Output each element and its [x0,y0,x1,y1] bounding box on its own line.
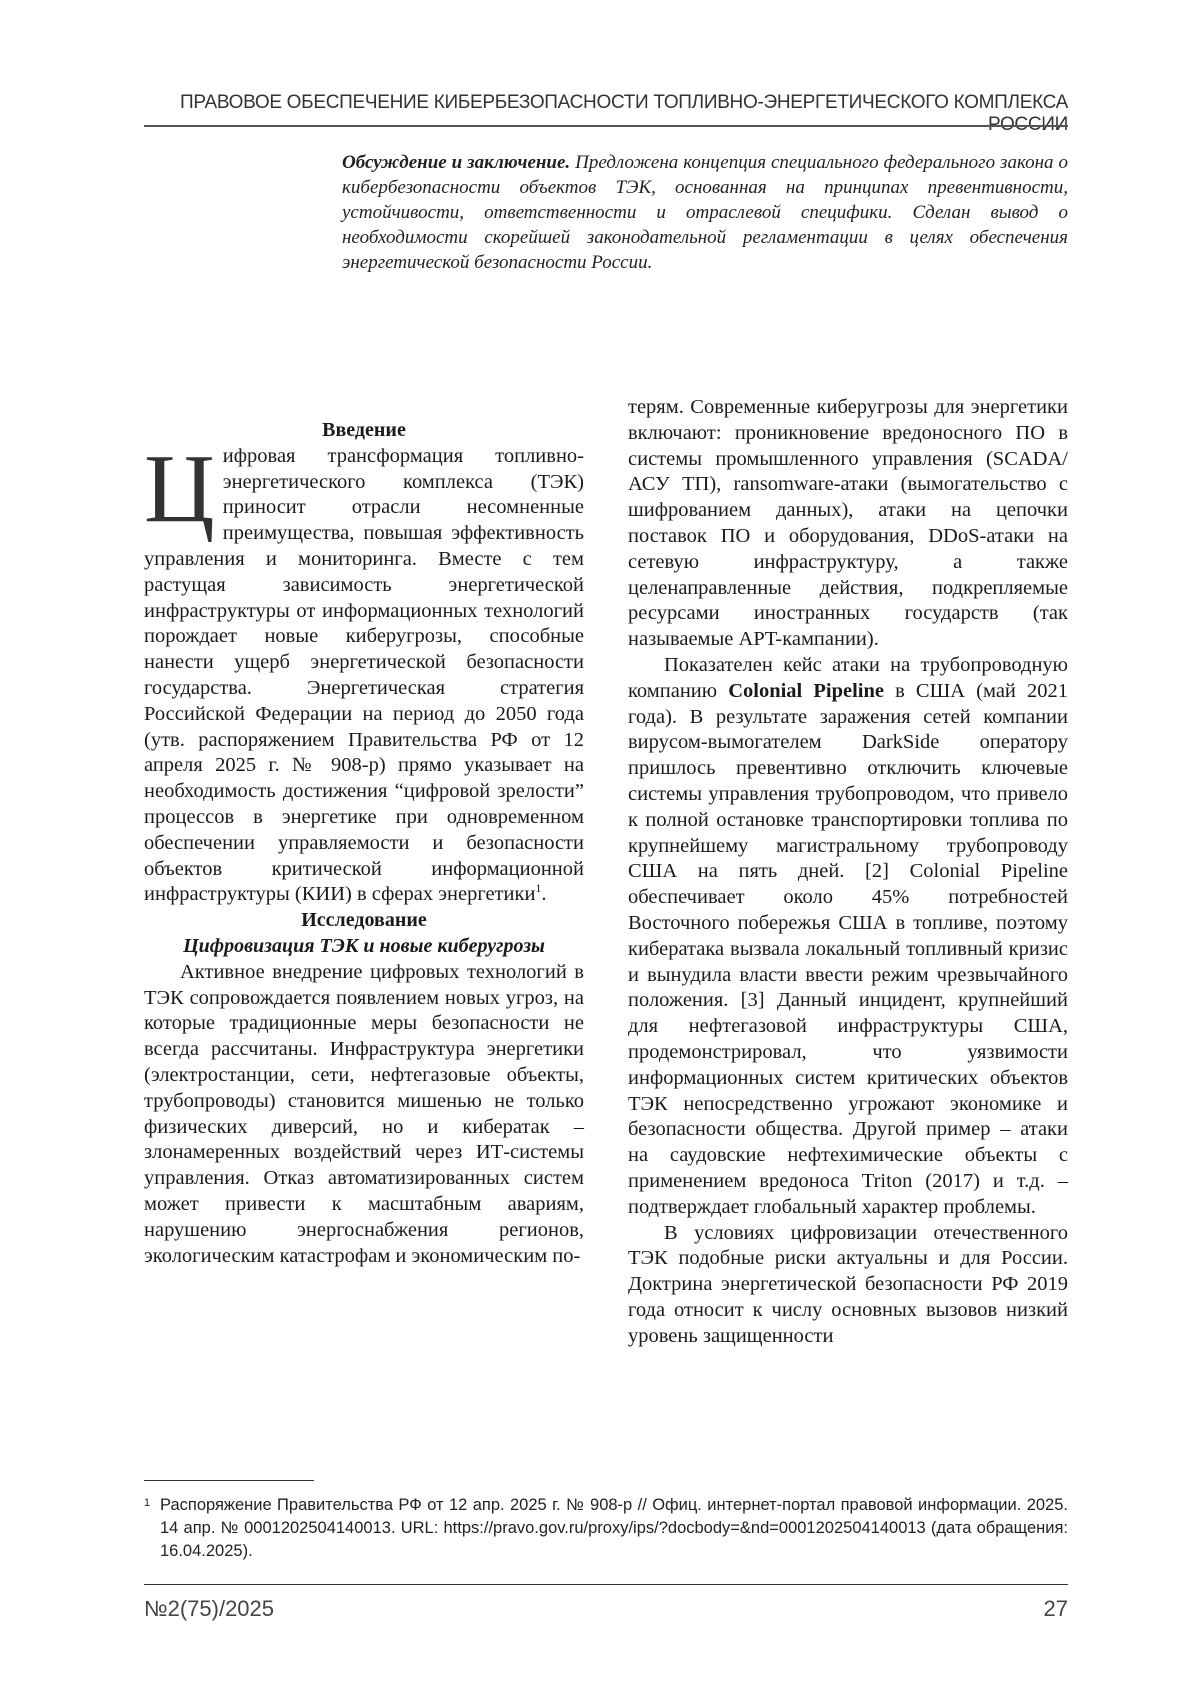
case-paragraph [628,653,1068,1221]
intro-end: . [541,883,547,906]
header-rule [144,125,1068,127]
final-paragraph: В условиях цифровизации отечественного ТЭК подобные риски актуальны и для России. Доктрина энергетической безопасности РФ 2019 года относит к числу основных вызовов низкий уровень защищенности [628,1221,1068,1347]
continued-paragraph: терям. Современные киберугрозы для энергетики включают: проникновение вредоносного ПО в системы промышленного управления (SCADA/АСУ ТП), ransomware-атаки (вымогательство с шифрованием данных), атаки на цепочки поставок ПО и оборудования, DDoS-атаки на сетевую инфраструктуру, а также целенаправленные действия, подкрепляемые ресурсами иностранных государств (так называемые APT-кампании). [628,396,1068,651]
page-number: 27 [1043,1596,1068,1621]
issue-number: №2(75)/2025 [144,1596,275,1621]
running-title: ПРАВОВОЕ ОБЕСПЕЧЕНИЕ КИБЕРБЕЗОПАСНОСТИ ТОПЛИВНО-ЭНЕРГЕТИЧЕСКОГО КОМПЛЕКСА РОССИИ [180,92,1068,135]
research-paragraph: Активное внедрение цифровых технологий в ТЭК сопровождается появлением новых угроз, на которые традиционные меры безопасности не всегда рассчитаны. Инфраструктура энергетики (электростанции, сети, нефтегазовые объекты, трубопроводы) становится мишенью не только физических диверсий, но и кибератак – злонамеренных воздействий через ИТ-системы управления. Отказ автоматизированных систем может привести к масштабным авариям, нарушению энергоснабжения регионов, экологическим катастрофам и экономическим по- [144,960,584,1267]
footnote-rule [144,1480,314,1481]
footnote-ref[interactable]: 1 [535,881,542,896]
case-text-after: в США (май 2021 года). В результате заражения сетей компании вирусом-вымогателем DarkSide оператору пришлось превентивно отключить ключевые системы управления трубопроводом, что привело к полной остановке транспортировки топлива по крупнейшему магистральному трубопроводу США на пять дней. [2] Colonial Pipeline обеспечивает около 45% потребностей Восточного побережья США в топливе, поэтому кибератака вызвала локальный топливный кризис и вынудила власти ввести режим чрезвычайного положения. [3] Данный инцидент, крупнейший для нефтегазовой инфраструктуры США, продемонстрировал, что уязвимости информационных систем критических объектов ТЭК непосредственно угрожают экономике и безопасности общества. Другой пример – атаки на саудовские нефтехимические объекты с применением вредоноса Triton (2017) и т.д. – подтверждает глобальный характер проблемы. [628,679,1069,1218]
footnote-text[interactable]: Распоряжение Правительства РФ от 12 апр. 2025 г. № 908-р // Офиц. интернет-портал правовой информации. 2025. 14 апр. № 0001202504140013. URL: https://pravo.gov.ru/proxy/ips/?docbody=&nd=0001202504140013 (дата обращения: 16.04.2025). [160,1496,1068,1560]
left-column [144,418,584,1269]
abstract-text: Предложена концепция специального федерального закона о кибербезопасности объектов ТЭК, основанная на принципах превентивности, устойчивости, ответственности и отраслевой специфики. Сделан вывод о необходимости скорейшей законодательной регламентации в целях обеспечения энергетической безопасности России. [342,152,1068,273]
footnote-mark: 1 [144,1497,151,1509]
case-text-before: Показателен кейс атаки на трубопроводную компанию [628,653,1068,702]
intro-text: ифровая трансформация топливно-энергетического комплекса (ТЭК) приносит отрасли несомненные преимущества, повышая эффективность управления и мониторинга. Вместе с тем растущая зависимость энергетической инфраструктуры от информационных технологий порождает новые киберугрозы, способные нанести ущерб энергетической безопасности государства. Энергетическая стратегия Российской Федерации на период до 2050 года (утв. распоряжением Правительства РФ от 12 апреля 2025 г. № 908-р) прямо указывает на необходимость достижения “цифровой зрелости” процессов в энергетике при одновременном обеспечении управляемости и безопасности объектов критической информационной инфраструктуры (КИИ) в сферах энергетики [144,444,584,906]
abstract-label: Обсуждение и заключение. [342,152,571,173]
footer-rule [144,1584,1068,1585]
right-column [628,395,1068,1349]
intro-heading: Введение [322,419,406,441]
case-company-name: Colonial Pipeline [728,679,884,702]
intro-paragraph [144,434,584,908]
drop-cap: Ц [144,434,215,543]
research-heading: Исследование [301,909,427,932]
subsection-heading: Цифровизация ТЭК и новые киберугрозы [183,934,545,957]
abstract-conclusion [342,150,1068,275]
footnote [144,1494,1068,1563]
